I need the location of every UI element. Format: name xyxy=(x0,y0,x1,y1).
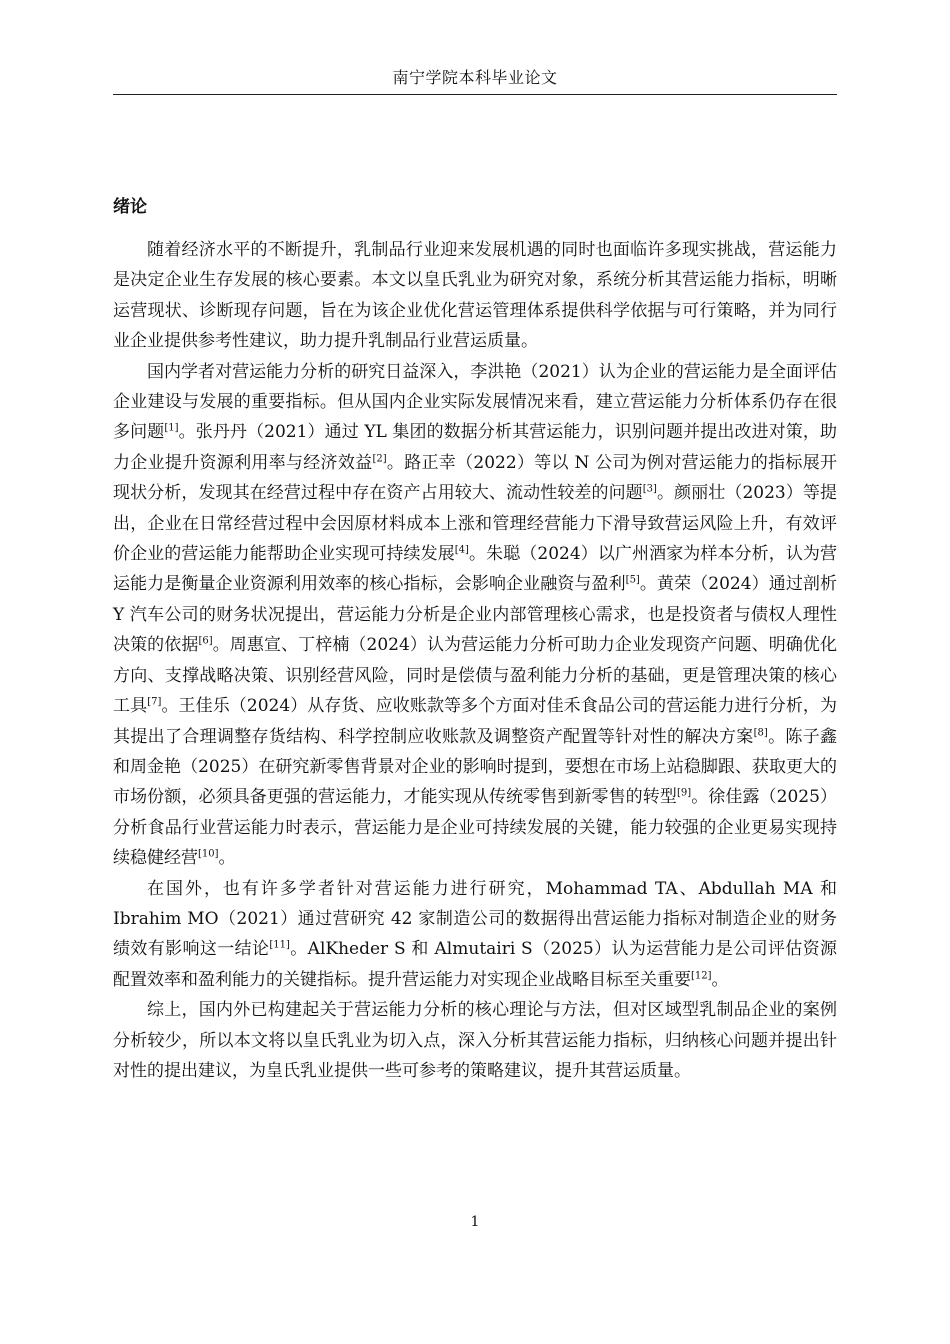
running-header xyxy=(113,66,837,95)
paragraph-text: 。张丹丹（2021）通过 YL 集团的数据分析其营运能力，识别问题并提出改进对策，助力企业提升资源利用率与经济效益 xyxy=(113,422,837,473)
page-body xyxy=(113,193,837,1086)
paragraph-text: 国内学者对营运能力分析的研究日益深入，李洪艳（2021）认为企业的营运能力是全面评估企业建设与发展的重要指标。但从国内企业实际发展情况来看，建立营运能力分析体系仍存在很多问题 xyxy=(113,361,837,443)
paragraph-text: 。 xyxy=(711,969,729,990)
citation-ref: [2] xyxy=(372,453,387,465)
paragraph-text: 。路正幸（2022）等以 N 公司为例对营运能力的指标展开现状分析，发现其在经营过程中存在资产占用较大、流动性较差的问题 xyxy=(113,452,837,504)
citation-ref: [5] xyxy=(625,574,640,586)
citation-ref: [11] xyxy=(269,939,290,951)
body-paragraphs xyxy=(113,235,837,1086)
paragraph-text: 。颜丽壮（2023）等提出，企业在日常经营过程中会因原材料成本上涨和管理经营能力下滑导致营运风险上升，有效评价企业的营运能力能帮助企业实现可持续发展 xyxy=(113,483,838,565)
citation-ref: [12] xyxy=(691,970,712,982)
body-paragraph xyxy=(113,995,837,1086)
paragraph-text: 。周惠宣、丁梓楠（2024）认为营运能力分析可助力企业发现资产问题、明确优化方向、支撑战略决策、识别经营风险，同时是偿债与盈利能力分析的基础，更是管理决策的核心工具 xyxy=(113,635,838,717)
paragraph-text: 随着经济水平的不断提升，乳制品行业迎来发展机遇的同时也面临许多现实挑战，营运能力是决定企业生存发展的核心要素。本文以皇氏乳业为研究对象，系统分析其营运能力指标，明晰运营现状、诊断现存问题，旨在为该企业优化营运管理体系提供科学依据与可行策略，并为同行业企业提供参考性建议，助力提升乳制品行业营运质量。 xyxy=(113,240,837,352)
paragraph-text: 。朱聪（2024）以广州酒家为样本分析，认为营运能力是衡量企业资源利用效率的核心指标，会影响企业融资与盈利 xyxy=(113,544,837,595)
body-paragraph xyxy=(113,357,837,874)
paragraph-text: 。王佳乐（2024）从存货、应收账款等多个方面对佳禾食品公司的营运能力进行分析，为其提出了合理调整存货结构、科学控制应收账款及调整资产配置等针对性的解决方案 xyxy=(113,696,838,747)
paragraph-text: 。陈子鑫和周金艳（2025）在研究新零售背景对企业的影响时提到，要想在市场上站稳脚跟、获取更大的市场份额，必须具备更强的营运能力，才能实现从传统零售到新零售的转型 xyxy=(113,726,838,808)
citation-ref: [9] xyxy=(676,787,692,799)
paragraph-text: 。 xyxy=(218,848,236,869)
page-number: 1 xyxy=(470,1214,480,1230)
citation-ref: [3] xyxy=(642,483,657,495)
body-paragraph xyxy=(113,235,837,357)
paragraph-text: 综上，国内外已构建起关于营运能力分析的核心理论与方法，但对区域型乳制品企业的案例分析较少，所以本文将以皇氏乳业为切入点，深入分析其营运能力指标，归纳核心问题并提出针对性的提出建议，为皇氏乳业提供一些可参考的策略建议，提升其营运质量。 xyxy=(113,1000,837,1081)
section-title: 绪论 xyxy=(113,197,147,217)
citation-ref: [6] xyxy=(198,635,213,647)
citation-ref: [1] xyxy=(164,422,179,434)
citation-ref: [7] xyxy=(147,696,162,708)
body-paragraph xyxy=(113,874,837,996)
paragraph-text: 。徐佳露（2025）分析食品行业营运能力时表示，营运能力是企业可持续发展的关键，能力较强的企业更易实现持续稳健经营 xyxy=(113,787,837,869)
paragraph-text: 在国外，也有许多学者针对营运能力进行研究，Mohammad TA、Abdullah MA 和 Ibrahim MO（2021）通过营研究 42 家制造公司的数据得出营运能力指标对制造企业的财务绩效有影响这一结论 xyxy=(113,878,837,960)
citation-ref: [4] xyxy=(454,544,469,556)
paragraph-text: 。黄荣（2024）通过剖析 Y 汽车公司的财务状况提出，营运能力分析是企业内部管理核心需求，也是投资者与债权人理性决策的依据 xyxy=(113,574,837,656)
paragraph-text: 。AlKheder S 和 Almutairi S（2025）认为运营能力是公司评估资源配置效率和盈利能力的关键指标。提升营运能力对实现企业战略目标至关重要 xyxy=(113,939,837,990)
citation-ref: [10] xyxy=(198,848,219,860)
citation-ref: [8] xyxy=(753,726,768,738)
running-header-title: 南宁学院本科毕业论文 xyxy=(392,68,558,87)
